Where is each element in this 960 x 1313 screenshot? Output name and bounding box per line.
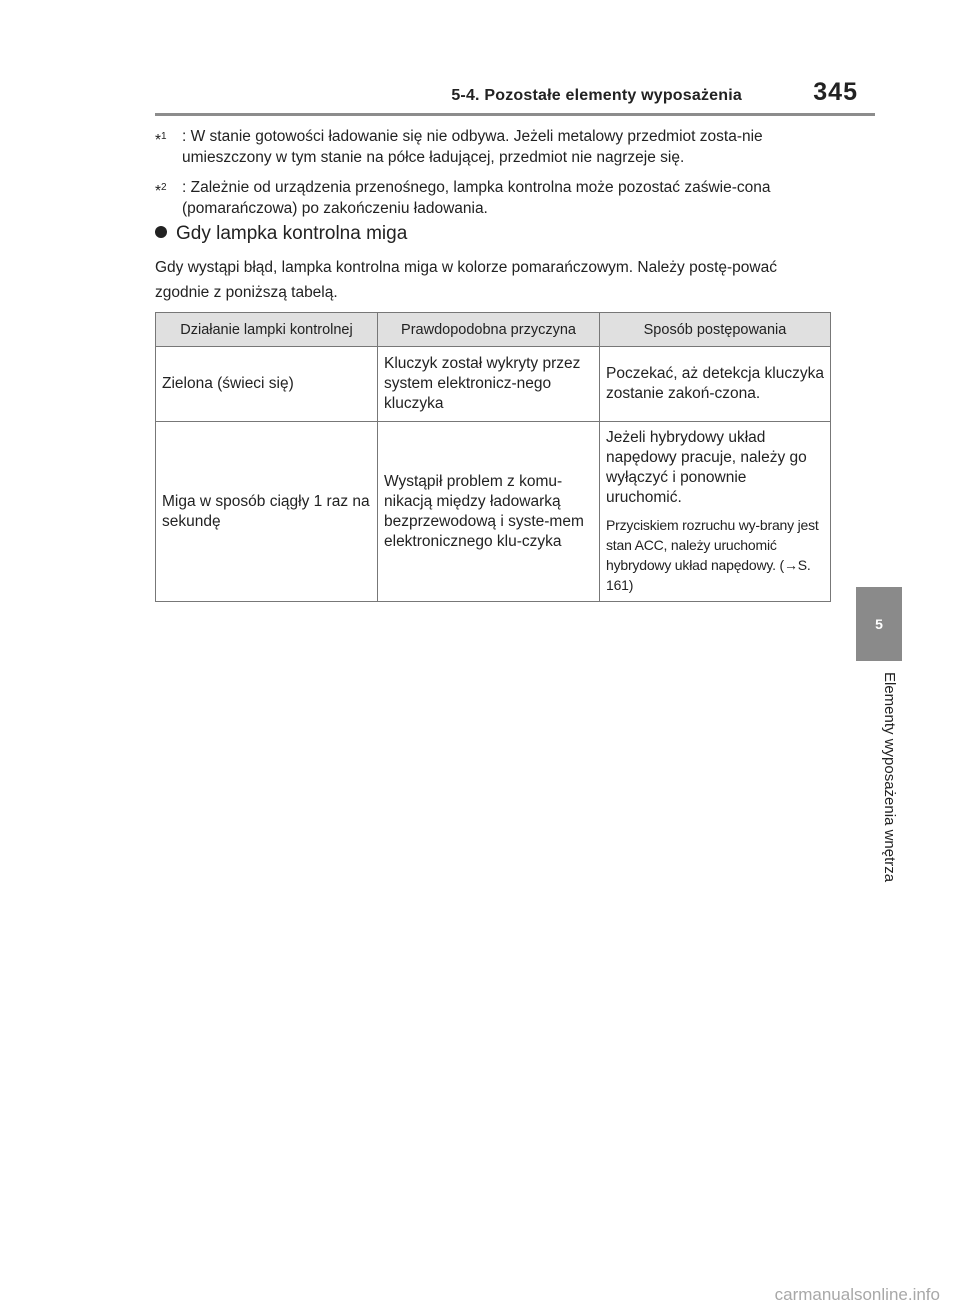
watermark: carmanualsonline.info <box>774 1285 940 1304</box>
section-heading-text: Gdy lampka kontrolna miga <box>176 223 408 244</box>
table-cell <box>600 347 831 422</box>
page-number: 345 <box>813 78 858 106</box>
section-title: 5-4. Pozostałe elementy wyposażenia <box>451 87 742 104</box>
column-header: Prawdopodobna przyczyna <box>378 313 600 347</box>
chapter-number: 5 <box>875 616 883 632</box>
footnote-text: : W stanie gotowości ładowanie się nie odbywa. Jeżeli metalowy przedmiot zosta-nie umieszczony w tym stanie na półce ładującej, przedmiot nie nagrzeje się. <box>182 128 763 166</box>
table-cell <box>600 422 831 602</box>
table-row <box>156 347 831 422</box>
chapter-label: Elementy wyposażenia wnętrza <box>881 672 898 883</box>
cell-text: Jeżeli hybrydowy układ napędowy pracuje, należy go wyłączyć i ponownie uruchomić. <box>606 429 807 506</box>
table-cell: Wystąpił problem z komu-nikacją między ładowarką bezprzewodową i syste-mem elektronicznego klu-czyka <box>378 422 600 602</box>
cell-text: Poczekać, aż detekcja kluczyka zostanie zakoń-czona. <box>606 365 824 402</box>
cell-text: Przyciskiem rozruchu wy-brany jest stan ACC, należy uruchomić hybrydowy układ napędowy. (→S. 161) <box>606 517 819 593</box>
column-header: Sposób postępowania <box>600 313 831 347</box>
header-divider <box>155 113 875 116</box>
section-intro: Gdy wystąpi błąd, lampka kontrolna miga w kolorze pomarańczowym. Należy postę-pować zgodnie z poniższą tabelą. <box>155 259 777 301</box>
footnotes <box>155 126 835 228</box>
section-heading <box>155 223 407 245</box>
table-cell: Zielona (świeci się) <box>156 347 378 422</box>
chapter-tab <box>856 587 902 661</box>
column-header: Działanie lampki kontrolnej <box>156 313 378 347</box>
footnote <box>155 126 835 168</box>
table-row <box>156 422 831 602</box>
bullet-icon <box>155 226 167 238</box>
footnote <box>155 177 835 219</box>
table-cell: Kluczyk został wykryty przez system elektronicz-nego kluczyka <box>378 347 600 422</box>
footnote-marker: *$^1$ <box>155 131 167 150</box>
table-header-row <box>156 313 831 347</box>
footnote-marker: *$^2$ <box>155 182 167 201</box>
status-table <box>155 312 831 602</box>
table-cell: Miga w sposób ciągły 1 raz na sekundę <box>156 422 378 602</box>
page-header <box>0 72 872 112</box>
footnote-text: : Zależnie od urządzenia przenośnego, lampka kontrolna może pozostać zaświe-cona (pomarańczowa) po zakończeniu ładowania. <box>182 179 771 217</box>
